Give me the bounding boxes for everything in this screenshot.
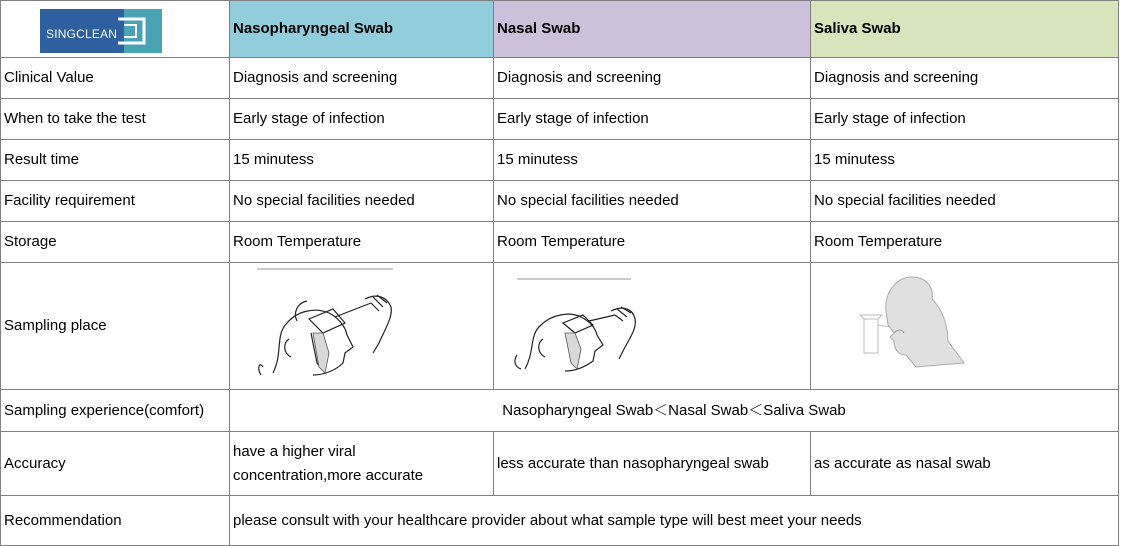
table-row-experience — [1, 390, 1119, 432]
table-cell: Diagnosis and screening — [811, 58, 1119, 99]
table-cell: as accurate as nasal swab — [811, 432, 1119, 496]
table-cell: 15 minutess — [494, 140, 811, 181]
saliva-image-cell — [811, 263, 1119, 390]
row-label: Clinical Value — [1, 58, 230, 99]
table-cell: less accurate than nasopharyngeal swab — [494, 432, 811, 496]
table-cell: No special facilities needed — [811, 181, 1119, 222]
table-cell: 15 minutess — [230, 140, 494, 181]
header-row — [1, 1, 1119, 58]
singclean-logo — [40, 9, 164, 53]
header-nasal-swab: Nasal Swab — [494, 1, 811, 58]
row-label: Sampling experience(comfort) — [1, 390, 230, 432]
table-cell: Early stage of infection — [811, 99, 1119, 140]
table-cell: 15 minutess — [811, 140, 1119, 181]
table-cell — [230, 432, 494, 496]
table-row-recommendation — [1, 496, 1119, 546]
accuracy-naso-line2: concentration,more accurate — [233, 466, 424, 484]
nasopharyngeal-swab-illustration — [253, 263, 413, 381]
nasal-image-cell — [494, 263, 811, 390]
table-row-accuracy — [1, 432, 1119, 496]
nasopharyngeal-image-cell — [230, 263, 494, 390]
logo-text: SINGCLEAN — [46, 27, 118, 41]
table-cell: No special facilities needed — [494, 181, 811, 222]
table-cell: Room Temperature — [811, 222, 1119, 263]
table-cell: Early stage of infection — [230, 99, 494, 140]
row-label: Facility requirement — [1, 181, 230, 222]
header-saliva-swab: Saliva Swab — [811, 1, 1119, 58]
accuracy-naso-line1: have a higher viral — [233, 442, 356, 460]
table-cell: Room Temperature — [230, 222, 494, 263]
logo-bracket-icon — [116, 15, 164, 47]
table-cell: Diagnosis and screening — [230, 58, 494, 99]
row-label: When to take the test — [1, 99, 230, 140]
table-cell: Diagnosis and screening — [494, 58, 811, 99]
logo-cell — [1, 1, 230, 58]
row-label: Storage — [1, 222, 230, 263]
table-cell: No special facilities needed — [230, 181, 494, 222]
table-row — [1, 140, 1119, 181]
row-label: Accuracy — [1, 432, 230, 496]
row-label: Sampling place — [1, 263, 230, 390]
recommendation-text: please consult with your healthcare provider about what sample type will best meet your needs — [230, 496, 1119, 546]
table-row — [1, 222, 1119, 263]
table-cell: Room Temperature — [494, 222, 811, 263]
nasal-swab-illustration — [511, 263, 661, 381]
row-label: Recommendation — [1, 496, 230, 546]
row-label: Result time — [1, 140, 230, 181]
table-row-sampling — [1, 263, 1119, 390]
table-row — [1, 99, 1119, 140]
header-nasopharyngeal-swab: Nasopharyngeal Swab — [230, 1, 494, 58]
saliva-swab-illustration — [854, 263, 984, 381]
table-row — [1, 58, 1119, 99]
table-row — [1, 181, 1119, 222]
comfort-ranking: Nasopharyngeal Swab＜Nasal Swab＜Saliva Swab — [230, 390, 1119, 432]
table-cell: Early stage of infection — [494, 99, 811, 140]
